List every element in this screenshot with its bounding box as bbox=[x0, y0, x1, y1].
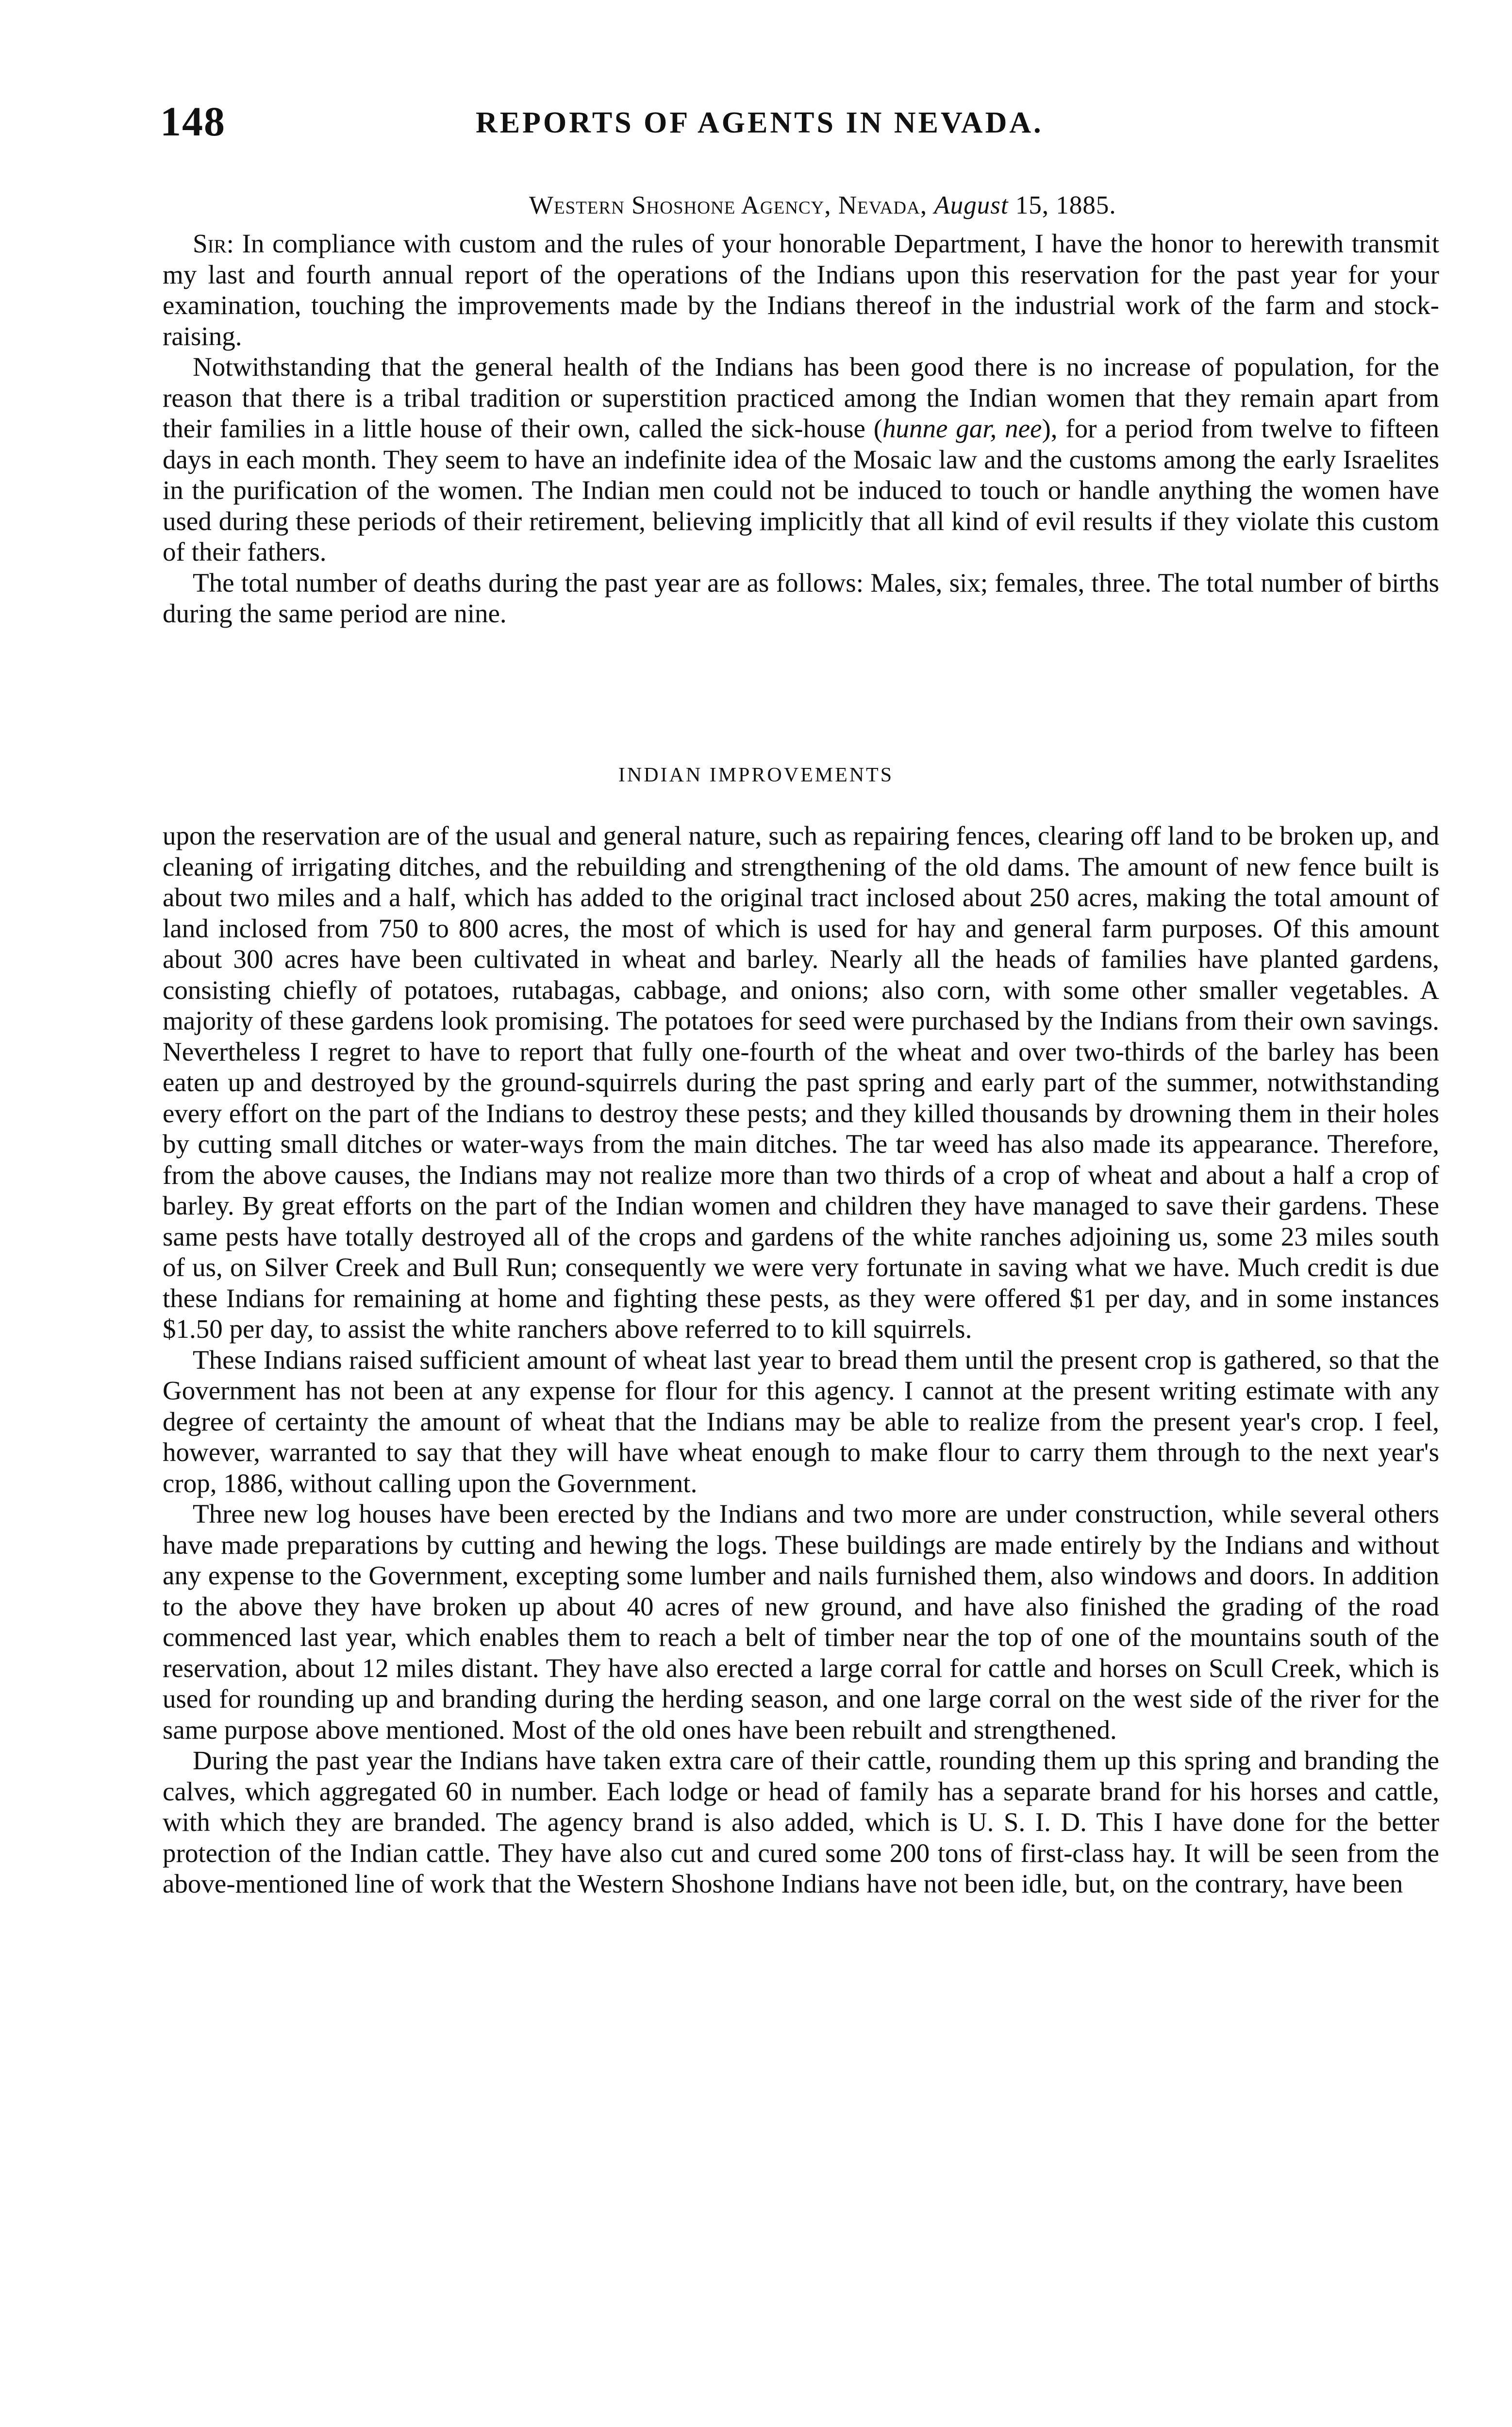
page-header bbox=[160, 97, 1442, 155]
letter-body bbox=[163, 228, 1439, 629]
section-paragraph-3: Three new log houses have been erected by the Indians and two more are under construction, while several others have made preparations by cutting and hewing the logs. These buildings are made entirely by the Indians and without any expense to the Government, excepting some lumber and nails furnished them, also windows and doors. In addition to the above they have broken up about 40 acres of new ground, and have also finished the grading of the road commenced last year, which enables them to reach a belt of timber near the top of one of the mountains south of the reservation, about 12 miles distant. They have also erected a large corral for cattle and horses on Scull Creek, which is used for rounding up and branding during the herding season, and one large corral on the west side of the river for the same purpose above mentioned. Most of the old ones have been rebuilt and strengthened. bbox=[163, 1499, 1439, 1745]
dateline-place: Western Shoshone Agency, Nevada, bbox=[529, 191, 928, 219]
paragraph-2-text-a: Notwithstanding that the general health of the Indians has been good there is no increase of population, for the reason that there is a tribal tradition or superstition practiced among the Indian women that they remain apart from their families in a little house of their own, called the sick-house ( bbox=[163, 352, 1439, 443]
dateline-month-day: August bbox=[934, 191, 1009, 219]
paragraph-2-italic: hunne gar, nee bbox=[882, 414, 1042, 443]
page-number: 148 bbox=[160, 98, 226, 145]
paragraph-2-text-b: ), for a period from twelve to fifteen days in each month. They seem to have an indefinite idea of the Mosaic law and the customs among the early Israelites in the purification of the women. The Indian men could not be induced to touch or handle anything the women have used during these periods of their retirement, believing implicitly that all kind of evil results if they violate this custom of their fathers. bbox=[163, 414, 1439, 566]
section-paragraph-1: upon the reservation are of the usual and general nature, such as repairing fences, clearing off land to be broken up, and cleaning of irrigating ditches, and the rebuilding and strengthening of the old dams. The amount of new fence built is about two miles and a half, which has added to the original tract inclosed about 250 acres, making the total amount of land inclosed from 750 to 800 acres, the most of which is used for hay and general farm purposes. Of this amount about 300 acres have been cultivated in wheat and barley. Nearly all the heads of families have planted gardens, consisting chiefly of potatoes, rutabagas, cabbage, and onions; also corn, with some other smaller vegetables. A majority of these gardens look promising. The potatoes for seed were purchased by the Indians from their own savings. Nevertheless I regret to have to report that fully one-fourth of the wheat and over two-thirds of the barley has been eaten up and destroyed by the ground-squirrels during the past spring and early part of the summer, notwithstanding every effort on the part of the Indians to destroy these pests; and they killed thousands by drowning them in their holes by cutting small ditches or water-ways from the main ditches. The tar weed has also made its appearance. Therefore, from the above causes, the Indians may not realize more than two thirds of a crop of wheat and about a half a crop of barley. By great efforts on the part of the Indian women and children they have managed to save their gardens. These same pests have totally destroyed all of the crops and gardens of the white ranches adjoining us, some 23 miles south of us, on Silver Creek and Bull Run; consequently we were very fortunate in saving what we have. Much credit is due these Indians for remaining at home and fighting these pests, as they were offered $1 per day, and in some instances $1.50 per day, to assist the white ranchers above referred to to kill squirrels. bbox=[163, 821, 1439, 1344]
paragraph-1-text: In compliance with custom and the rules of your honorable Department, I have the honor to herewith transmit my last and fourth annual report of the operations of the Indians upon this reservation for the past year for your examination, touching the improvements made by the Indians thereof in the industrial work of the farm and stock-raising. bbox=[163, 229, 1439, 351]
dateline bbox=[529, 191, 1116, 220]
section-paragraph-2: These Indians raised sufficient amount of wheat last year to bread them until the present crop is gathered, so that the Government has not been at any expense for flour for this agency. I cannot at the present writing estimate with any degree of certainty the amount of wheat that the Indians may be able to realize from the present year's crop. I feel, however, warranted to say that they will have wheat enough to make flour to carry them through to the next year's crop, 1886, without calling upon the Government. bbox=[163, 1345, 1439, 1498]
section-paragraph-4: During the past year the Indians have taken extra care of their cattle, rounding them up this spring and branding the calves, which aggregated 60 in number. Each lodge or head of family has a separate brand for his horses and cattle, with which they are branded. The agency brand is also added, which is U. S. I. D. This I have done for the better protection of the Indian cattle. They have also cut and cured some 200 tons of first-class hay. It will be seen from the above-mentioned line of work that the Western Shoshone Indians have not been idle, but, on the contrary, have been bbox=[163, 1745, 1439, 1898]
paragraph-2 bbox=[163, 351, 1439, 567]
section-body bbox=[163, 820, 1439, 1899]
section-heading: INDIAN IMPROVEMENTS bbox=[618, 764, 894, 786]
paragraph-3: The total number of deaths during the past year are as follows: Males, six; females, three. The total number of births during the same period are nine. bbox=[163, 567, 1439, 628]
salutation: Sir: bbox=[193, 229, 234, 258]
paragraph-1 bbox=[163, 228, 1439, 351]
dateline-date-rest: 15, 1885. bbox=[1015, 191, 1116, 219]
running-head: REPORTS OF AGENTS IN NEVADA. bbox=[476, 106, 1044, 139]
